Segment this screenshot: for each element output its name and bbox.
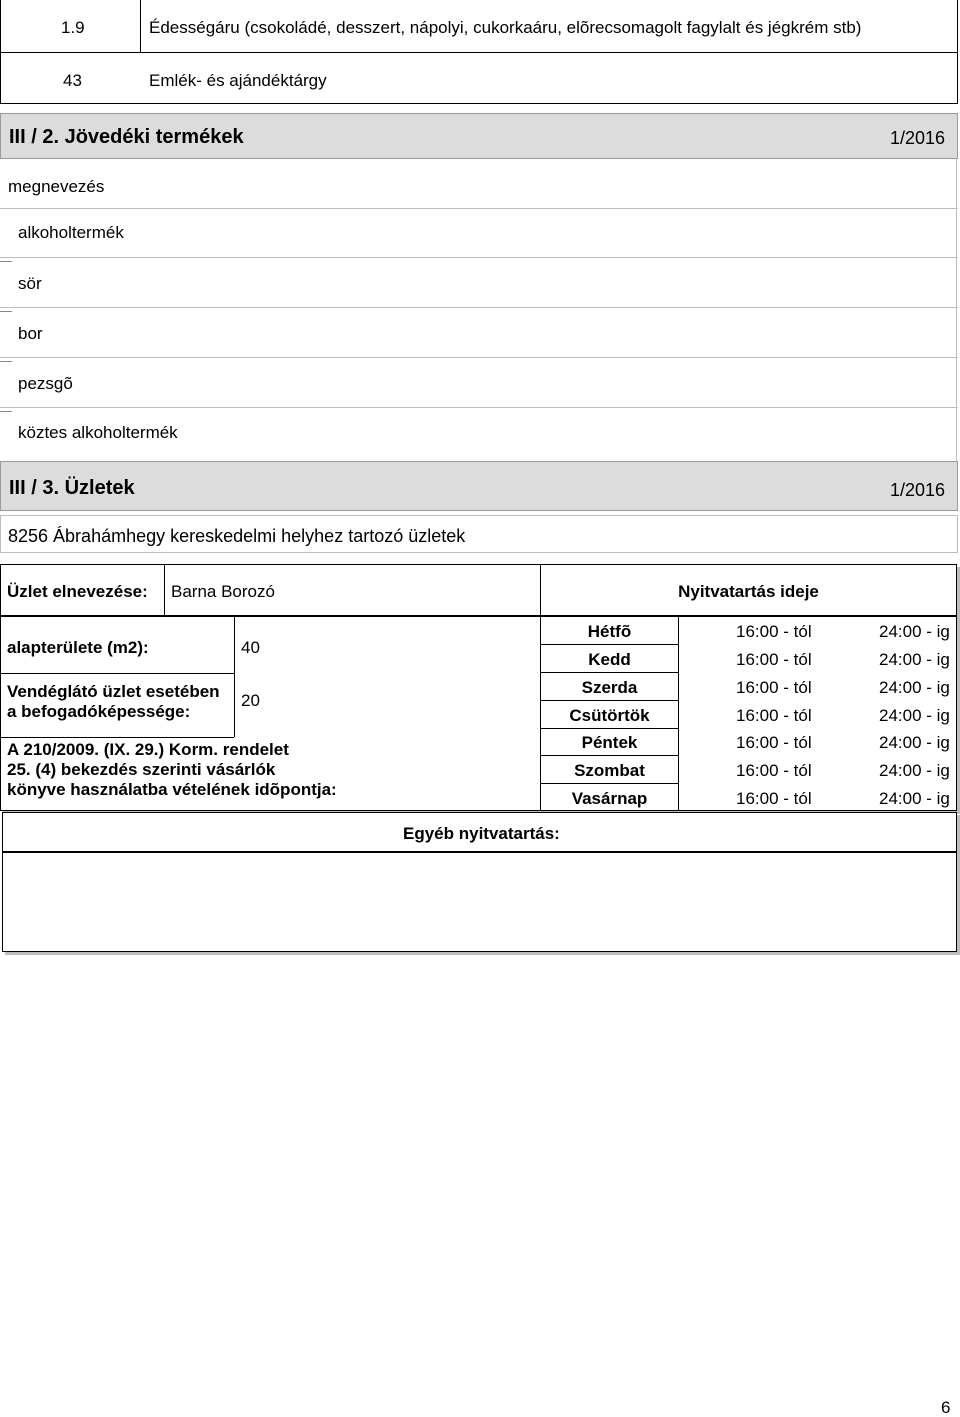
section-subtitle bbox=[0, 515, 958, 553]
hours-day: Szombat bbox=[574, 761, 645, 780]
other-hours-label: Egyéb nyitvatartás: bbox=[403, 824, 560, 843]
hours-from: 16:00 - tól bbox=[736, 706, 812, 725]
category-code: 1.9 bbox=[61, 18, 85, 37]
shop-name-cell bbox=[0, 564, 541, 616]
page-number: 6 bbox=[941, 1398, 951, 1417]
hours-row bbox=[541, 701, 956, 729]
other-hours-box bbox=[2, 852, 957, 952]
capacity-value: 20 bbox=[241, 691, 260, 710]
list-item: sör bbox=[18, 274, 42, 293]
category-name: Emlék- és ajándéktárgy bbox=[149, 71, 327, 90]
list-item: köztes alkoholtermék bbox=[18, 423, 178, 442]
other-hours-header bbox=[2, 812, 957, 852]
hours-day: Péntek bbox=[581, 733, 638, 752]
opening-hours-table bbox=[540, 616, 957, 811]
hours-day: Vasárnap bbox=[571, 789, 648, 808]
hours-to: 24:00 - ig bbox=[879, 789, 950, 808]
hours-to: 24:00 - ig bbox=[879, 733, 950, 752]
hours-day: Csütörtök bbox=[569, 706, 650, 725]
hours-header-cell bbox=[540, 564, 957, 616]
section-header bbox=[0, 113, 958, 159]
capacity-label: Vendéglátó üzlet esetében bbox=[7, 682, 220, 701]
decree-label: 25. (4) bekezdés szerinti vásárlók bbox=[7, 760, 276, 779]
hours-from: 16:00 - tól bbox=[736, 650, 812, 669]
section-code: 1/2016 bbox=[889, 480, 945, 500]
hours-day: Kedd bbox=[588, 650, 631, 669]
category-row bbox=[0, 52, 958, 104]
hours-row bbox=[541, 673, 956, 701]
list-item: pezsgõ bbox=[18, 374, 73, 393]
hours-to: 24:00 - ig bbox=[879, 678, 950, 697]
hours-to: 24:00 - ig bbox=[879, 706, 950, 725]
hours-to: 24:00 - ig bbox=[879, 761, 950, 780]
hours-from: 16:00 - tól bbox=[736, 622, 812, 641]
section-header bbox=[0, 461, 958, 511]
list-item: alkoholtermék bbox=[18, 223, 124, 242]
hours-day: Szerda bbox=[581, 678, 638, 697]
shop-info-block bbox=[0, 616, 541, 811]
section-code: 1/2016 bbox=[889, 128, 945, 148]
area-value: 40 bbox=[241, 638, 260, 657]
list-item: bor bbox=[18, 324, 43, 343]
shop-name-value: Barna Borozó bbox=[171, 582, 275, 601]
hours-from: 16:00 - tól bbox=[736, 733, 812, 752]
category-row bbox=[0, 0, 958, 53]
excise-products-table bbox=[0, 159, 958, 461]
hours-row bbox=[541, 756, 956, 783]
location-subtitle: 8256 Ábrahámhegy kereskedelmi helyhez tartozó üzletek bbox=[8, 526, 466, 546]
decree-label: könyve használatba vételének idõpontja: bbox=[7, 780, 337, 799]
hours-from: 16:00 - tól bbox=[736, 761, 812, 780]
area-label: alapterülete (m2): bbox=[7, 638, 149, 657]
hours-row bbox=[541, 617, 956, 645]
category-code: 43 bbox=[63, 71, 82, 90]
hours-row bbox=[541, 729, 956, 756]
hours-day: Hétfõ bbox=[587, 622, 632, 641]
section-title: III / 2. Jövedéki termékek bbox=[9, 126, 244, 148]
hours-from: 16:00 - tól bbox=[736, 678, 812, 697]
decree-label: A 210/2009. (IX. 29.) Korm. rendelet bbox=[7, 740, 289, 759]
hours-header: Nyitvatartás ideje bbox=[678, 582, 819, 601]
hours-row bbox=[541, 645, 956, 673]
column-header: megnevezés bbox=[8, 177, 105, 196]
hours-to: 24:00 - ig bbox=[879, 650, 950, 669]
hours-to: 24:00 - ig bbox=[879, 622, 950, 641]
shop-name-label: Üzlet elnevezése: bbox=[7, 582, 148, 601]
capacity-label: a befogadóképessége: bbox=[7, 702, 191, 721]
hours-row bbox=[541, 784, 956, 810]
hours-from: 16:00 - tól bbox=[736, 789, 812, 808]
section-title: III / 3. Üzletek bbox=[9, 477, 135, 499]
category-name: Édességáru (csokoládé, desszert, nápolyi, cukorkaáru, elõrecsomagolt fagylalt és jégkrém stb) bbox=[149, 18, 862, 37]
